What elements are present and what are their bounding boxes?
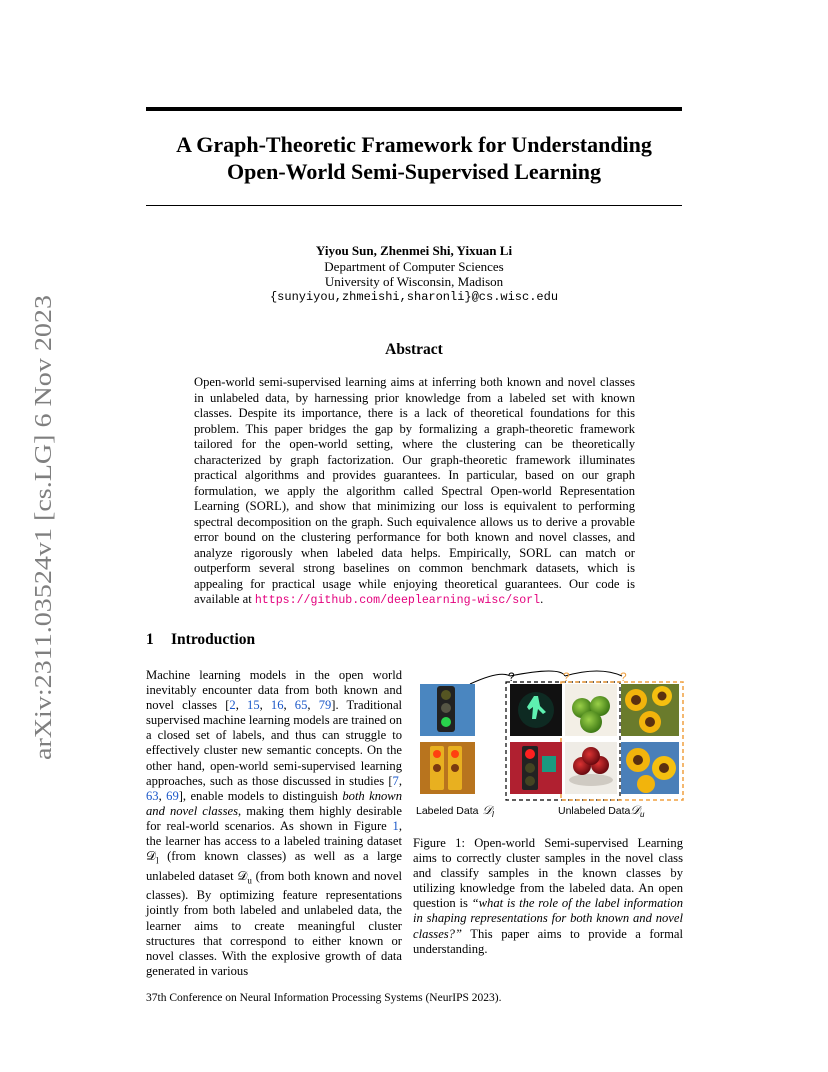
sunflowers-image [621, 684, 679, 736]
intro-emphasis: both known and novel classes [146, 788, 403, 818]
question-mark: ? [620, 670, 627, 684]
red-apples-image [565, 742, 617, 794]
title-top-rule [146, 107, 682, 111]
abstract-end: . [540, 592, 544, 606]
conference-footer: 37th Conference on Neural Information Processing Systems (NeurIPS 2023). [146, 992, 502, 1004]
paper-title [146, 131, 682, 185]
abstract-body [194, 375, 635, 609]
caption-text: This paper aims to provide a formal understanding. [413, 926, 683, 956]
intro-text: , making them highly desirable for real-world scenarios. As shown in Figure [146, 803, 403, 833]
code-link[interactable]: https://github.com/deeplearning-wisc/sorl [254, 594, 541, 607]
question-mark: ? [563, 670, 570, 684]
labeled-traffic-light-image [420, 742, 475, 794]
citation-link[interactable]: 7 [392, 773, 399, 788]
section-number: 1 [146, 631, 154, 648]
connector-line [470, 674, 510, 684]
arxiv-stamp-text: arXiv:2311.03524v1 [cs.LG] 6 Nov 2023 [31, 362, 57, 760]
question-mark: ? [508, 670, 515, 684]
connector-line [565, 671, 622, 676]
labeled-data-label: Labeled Data 𝒟$_l$ [416, 803, 494, 819]
citation-link[interactable]: 79 [318, 698, 332, 713]
author-dept: Department of Computer Sciences [324, 258, 504, 274]
section-title: Introduction [171, 631, 256, 648]
intro-text: ], enable models to distinguish [178, 788, 343, 803]
figure-1 [410, 668, 685, 830]
author-names: Yiyou Sun, Zhenmei Shi, Yixuan Li [315, 243, 513, 258]
author-university: University of Wisconsin, Madison [324, 274, 504, 289]
abstract-text: Open-world semi-supervised learning aims at inferring both known and novel classes in unlabeled data, by harnessing prior knowledge from a labeled set with known classes. Despite its importance, there is a lack of theoretical foundations for this problem. This paper bridges the gap by formalizing a graph-theoretic framework tailored for the open-world setting, where the clustering can be theoretically characterized by graph factorization. Our graph-theoretic framework illuminates practical algorithms and provides guarantees. In particular, based on our graph formulation, we apply the algorithm called Spectral Open-world Representation Learning (SORL), and show that minimizing our loss is equivalent to performing spectral decomposition on the graph. Such equivalence allows us to derive a provable error bound on the clustering performance for both known and novel classes, and analyze rigorously when labeled data helps. Empirically, SORL can match or outperform several strong baselines on common benchmark datasets, which is appealing for practical usage while enjoying theoretical guarantees. Our code is available at [194, 375, 635, 606]
intro-text: ]. Traditional supervised machine learning models are trained on a closed set of labels, and thus can struggle to effectively cluster new semantic concepts. On the other hand, open-world semi-supervised learning approaches, such as those discussed in studies [ [146, 698, 403, 788]
connector-line [510, 671, 565, 676]
author-block [146, 243, 682, 305]
intro-text: (from both known and novel classes). By optimizing feature representations jointly from both labeled and unlabeled data, the learner aims to create meaningful cluster structures that correspond to either known or novel classes. With the explosive growth of data generated in various [146, 868, 402, 978]
labeled-traffic-light-image [420, 684, 475, 736]
intro-paragraph: Machine learning models in the open world inevitably encounter data from both known and novel classes [2, 15, 16, 65, 79]. Traditional supervised machine learning models are trained on a closed set of labels, and thus can struggle to effectively cluster new semantic concepts. On the other hand, open-world semi-supervised learning approaches, such as those discussed in studies [7, 63, 69], enable models to distinguish both known and novel classes, making them highly desirable for real-world scenarios. As shown in Figure 1, the learner has access to a labeled training dataset 𝒟$_l$ (from known classes) as well as a large unlabeled dataset 𝒟$_u$ (from both known and novel classes). By optimizing feature representations jointly from both labeled and unlabeled data, the learner aims to create meaningful cluster structures that correspond to either known or novel classes. With the explosive growth of data generated in various [146, 668, 403, 978]
citation-link[interactable]: 16 [270, 698, 284, 713]
subscript: u [247, 875, 252, 886]
author-email: {sunyiyou,zhmeishi,sharonli}@cs.wisc.edu [269, 289, 559, 304]
caption-emphasis: “what is the role of the label information in shaping representations for both known and novel classes?” [413, 896, 684, 941]
citation-link[interactable]: 63 [146, 788, 159, 803]
unlabeled-data-label: Unlabeled Data𝒟$_u$ [558, 803, 645, 819]
section-heading [146, 631, 255, 649]
title-line-2: Open-World Semi-Supervised Learning [226, 159, 602, 184]
intro-text: Machine learning models in the open world inevitably encounter data from both known and novel classes [ [146, 668, 402, 713]
sunflowers-image [621, 742, 679, 794]
red-traffic-light-image [510, 742, 562, 794]
subscript: l [156, 855, 159, 866]
title-bottom-rule [146, 205, 682, 206]
citation-link[interactable]: 69 [166, 788, 179, 803]
intro-text: , the learner has access to a labeled training dataset 𝒟 [146, 818, 402, 864]
abstract-heading: Abstract [385, 341, 443, 358]
green-apples-image [565, 684, 617, 736]
citation-link[interactable]: 15 [247, 698, 260, 713]
figure-1-caption [413, 836, 683, 957]
pedestrian-light-image [510, 684, 562, 736]
title-line-1: A Graph-Theoretic Framework for Understanding [176, 132, 652, 157]
figure-ref-link[interactable]: 1 [392, 818, 399, 833]
intro-text: (from known classes) as well as a large unlabeled dataset 𝒟 [146, 849, 402, 883]
citation-link[interactable]: 65 [294, 698, 308, 713]
citation-link[interactable]: 2 [229, 698, 236, 713]
arxiv-side-stamp [22, 290, 62, 760]
caption-text: Figure 1: Open-world Semi-supervised Learning aims to correctly cluster samples in the novel class and classify samples in the known classes by utilizing knowledge from the labeled data. An open question is [413, 836, 683, 911]
